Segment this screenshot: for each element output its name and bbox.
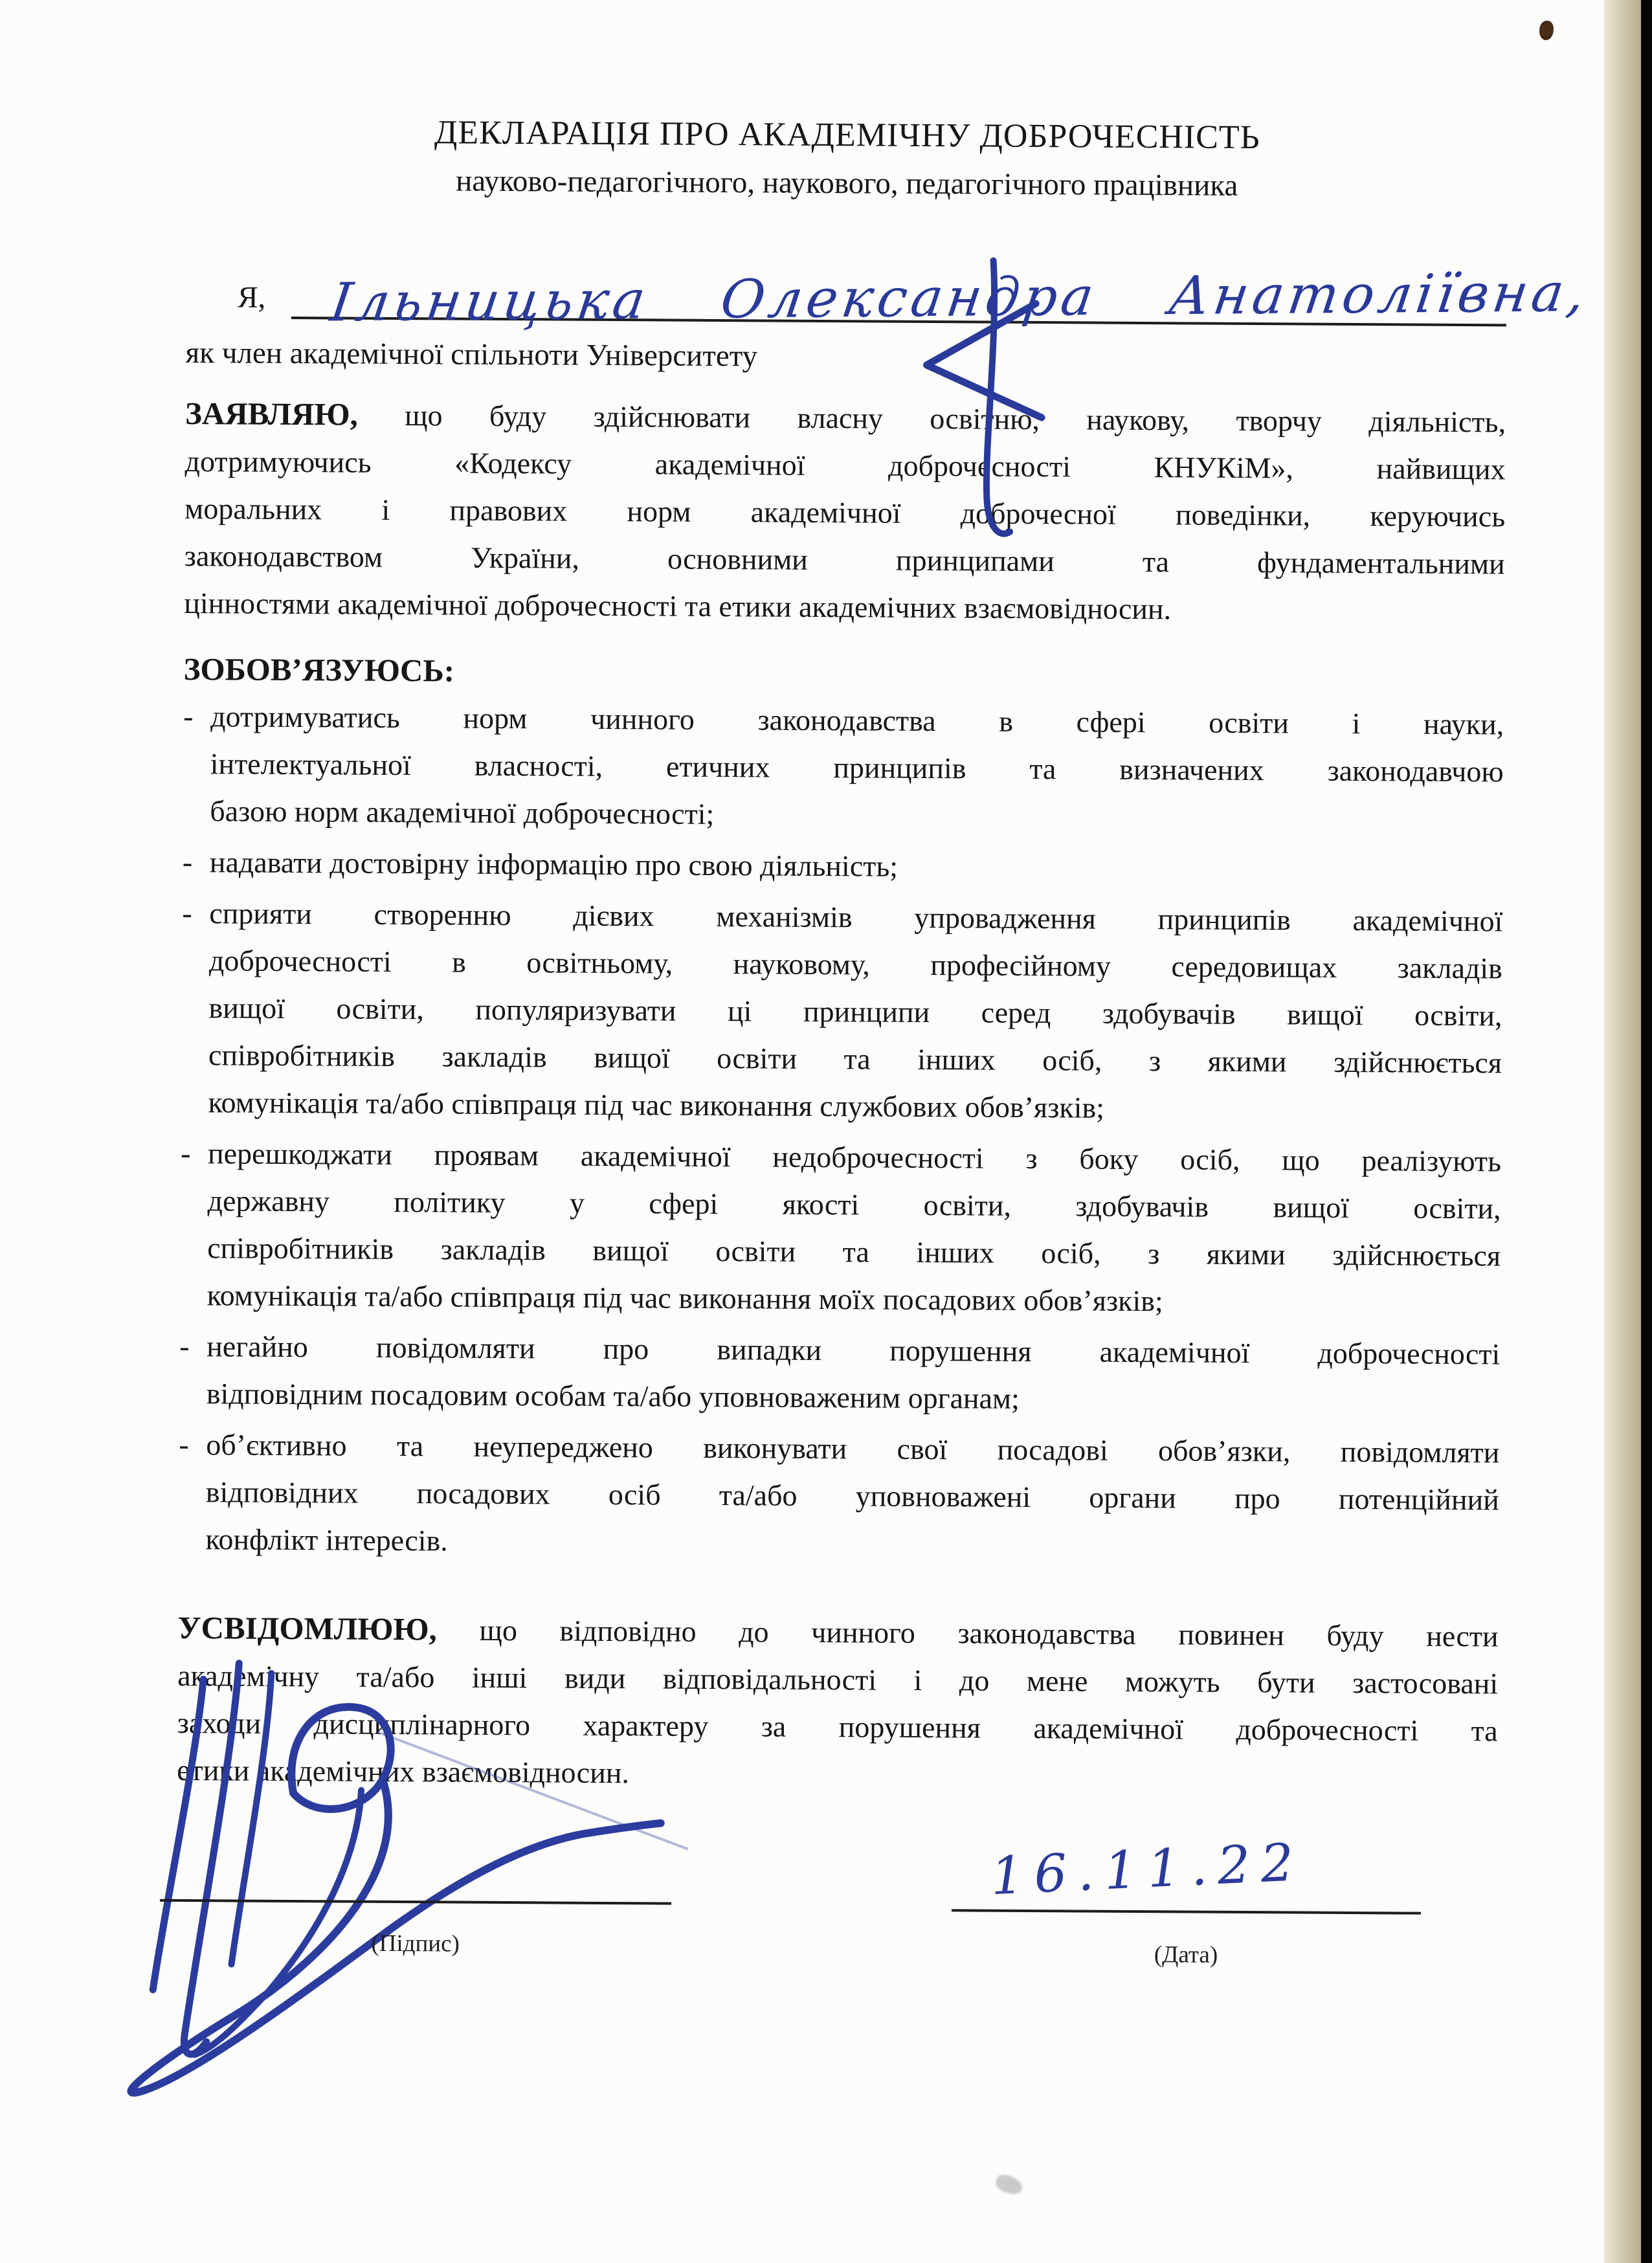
oblige-heading: ЗОБОВ’ЯЗУЮСЬ: <box>183 651 455 689</box>
date-line <box>952 1909 1421 1914</box>
signature-scribble <box>104 1627 689 2122</box>
declare-line: дотримуючись «Кодексу академічної доброчесності КНУКіМ», найвищих <box>184 444 1506 486</box>
document-subtitle: науково-педагогічного, наукового, педагогічного працівника <box>456 164 1238 203</box>
bullet-dash: - <box>182 896 192 930</box>
list-item <box>181 889 1502 1133</box>
list-item-line: комунікація та/або співпраця під час виконання моїх посадових обов’язків; <box>206 1278 1163 1318</box>
list-item-line: відповідних посадових осіб та/або уповноважені органи про потенційний <box>205 1475 1500 1517</box>
list-item-line: співробітників закладів вищої освіти та інших осіб, з якими здійснюється <box>207 1231 1501 1273</box>
oblige-list <box>178 693 1504 1570</box>
scan-page-edge <box>1604 0 1641 2263</box>
pen-arrow-mark <box>900 256 1057 568</box>
list-item-line: співробітників закладів вищої освіти та інших осіб, з якими здійснюється <box>208 1038 1502 1080</box>
list-item-line: об’єктивно та неупереджено виконувати свої посадові обов’язки, повідомляти <box>206 1428 1500 1469</box>
name-underline <box>291 232 1592 334</box>
declare-line: законодавством України, основними принципами та фундаментальними <box>184 539 1505 581</box>
list-item-line: відповідним посадовим особам та/або уповноваженим органам; <box>206 1377 1020 1415</box>
handwritten-date: 16.11.22 <box>989 1831 1306 1907</box>
list-item-line: доброчесності в освітньому, науковому, професійному середовищах закладів <box>208 944 1503 985</box>
acknowledge-line: УСВІДОМЛЮЮ, що відповідно до чинного законодавства повинен буду нести <box>177 1609 1499 1653</box>
declare-line: моральних і правових норм академічної доброчесної поведінки, керуючись <box>184 491 1506 533</box>
acknowledge-line: етики академічних взаємовідносин. <box>177 1753 630 1790</box>
acknowledge-lead: УСВІДОМЛЮЮ, <box>177 1609 438 1647</box>
declare-lead: ЗАЯВЛЯЮ, <box>184 395 359 432</box>
pronoun-label: Я, <box>238 280 266 315</box>
list-item <box>179 1322 1501 1425</box>
list-item-line: сприяти створенню дієвих механізмів упровадження принципів академічної <box>209 897 1503 938</box>
bullet-dash: - <box>179 1427 189 1462</box>
bullet-dash: - <box>180 1136 191 1170</box>
handwritten-name: Ільницька Олександра Анатоліївна, <box>326 262 1592 334</box>
date-caption: (Дата) <box>1154 1941 1218 1968</box>
list-item-line: базою норм академічної доброчесності; <box>210 794 715 831</box>
list-item-line: комунікація та/або співпраця під час виконання службових обов’язків; <box>208 1086 1105 1124</box>
list-item-line: надавати достовірну інформацію про свою діяльність; <box>209 845 899 883</box>
declare-paragraph <box>184 390 1506 634</box>
signature-caption: (Підпис) <box>371 1930 460 1957</box>
declare-line: ЗАЯВЛЯЮ, що буду здійснювати власну освітню, наукову, творчу діяльність, <box>184 395 1506 439</box>
list-item <box>183 693 1504 842</box>
list-item <box>183 838 1503 893</box>
scan-background-edge <box>1641 0 1652 2263</box>
acknowledge-line: заходи дисциплінарного характеру за порушення академічної доброчесності та <box>177 1706 1498 1748</box>
bullet-dash: - <box>182 845 193 879</box>
list-item-line: інтелектуальної власності, етичних принципів та визначених законодавчою <box>210 747 1504 788</box>
bullet-dash: - <box>183 699 194 733</box>
bullet-dash: - <box>179 1329 190 1363</box>
acknowledge-line: академічну та/або інші види відповідальності і до мене можуть бути застосовані <box>177 1658 1499 1700</box>
declare-line: цінностями академічної доброчесності та етики академічних взаємовідносин. <box>184 586 1172 626</box>
list-item-line: негайно повідомляти про випадки порушення академічної доброчесності <box>206 1330 1501 1371</box>
list-item <box>180 1130 1502 1326</box>
list-item-line: державну політику у сфері якості освіти, здобувачів вищої освіти, <box>207 1184 1501 1225</box>
list-item-line: вищої освіти, популяризувати ці принципи серед здобувачів вищої освіти, <box>208 991 1502 1032</box>
list-item <box>178 1421 1499 1570</box>
list-item-line: конфлікт інтересів. <box>205 1522 448 1557</box>
list-item-line: перешкоджати проявам академічної недоброчесності з боку осіб, що реалізують <box>207 1137 1502 1178</box>
name-row <box>186 234 1592 334</box>
list-item-line: дотримуватись норм чинного законодавства в сфері освіти і науки, <box>210 700 1504 741</box>
document-title: ДЕКЛАРАЦІЯ ПРО АКАДЕМІЧНУ ДОБРОЧЕСНІСТЬ <box>434 114 1260 157</box>
membership-line: як член академічної спільноти Університету <box>185 335 758 373</box>
